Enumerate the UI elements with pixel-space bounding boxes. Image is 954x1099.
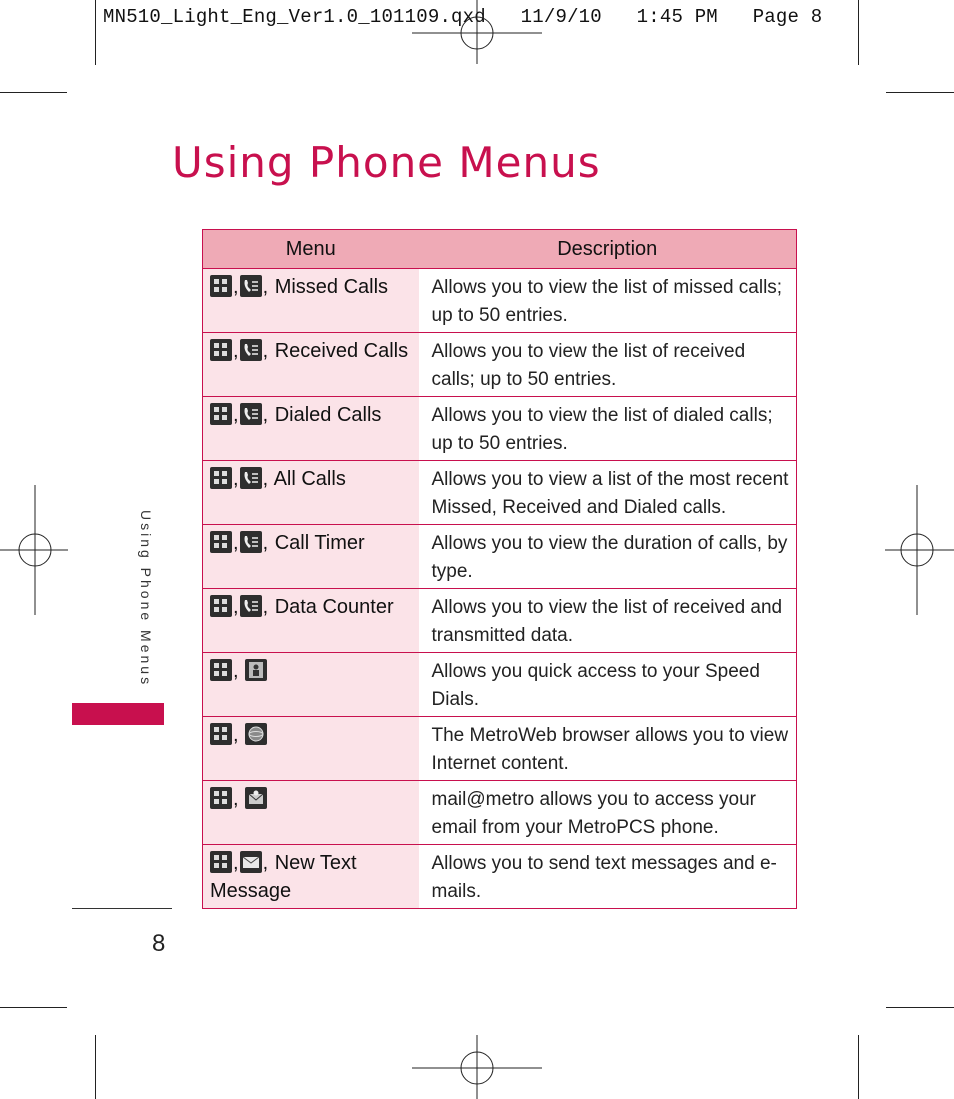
menu-grid-icon bbox=[210, 659, 232, 681]
call-log-icon bbox=[240, 339, 262, 361]
description-cell: mail@metro allows you to access your email from your MetroPCS phone. bbox=[419, 781, 797, 845]
table-row bbox=[203, 653, 797, 717]
table-row bbox=[203, 461, 797, 525]
crop-mark bbox=[886, 1007, 954, 1008]
call-log-icon bbox=[240, 403, 262, 425]
registration-mark-icon bbox=[412, 1035, 542, 1099]
menu-grid-icon bbox=[210, 595, 232, 617]
menu-grid-icon bbox=[210, 851, 232, 873]
call-log-icon bbox=[240, 275, 262, 297]
description-cell: Allows you to view the list of dialed calls; up to 50 entries. bbox=[419, 397, 797, 461]
crop-mark bbox=[0, 1007, 67, 1008]
side-section-label: Using Phone Menus bbox=[138, 510, 154, 688]
description-cell: Allows you to view the duration of calls, by type. bbox=[419, 525, 797, 589]
column-header-description: Description bbox=[419, 230, 797, 269]
menu-item-label: Missed Calls bbox=[274, 276, 389, 298]
menu-cell: , , Data Counter bbox=[203, 589, 419, 653]
registration-mark-icon bbox=[0, 485, 68, 615]
menu-grid-icon bbox=[210, 467, 232, 489]
column-header-menu: Menu bbox=[203, 230, 419, 269]
registration-mark-icon bbox=[412, 0, 542, 64]
crop-mark bbox=[95, 1035, 96, 1099]
table-row bbox=[203, 781, 797, 845]
menu-grid-icon bbox=[210, 723, 232, 745]
menu-grid-icon bbox=[210, 339, 232, 361]
speed-dial-icon bbox=[245, 659, 267, 681]
menu-cell: , , All Calls bbox=[203, 461, 419, 525]
table-header-row bbox=[203, 230, 797, 269]
menu-cell: , bbox=[203, 781, 419, 845]
description-cell: Allows you to view the list of received calls; up to 50 entries. bbox=[419, 333, 797, 397]
crop-mark bbox=[0, 92, 67, 93]
menu-item-label: New Text Message bbox=[210, 852, 357, 902]
menu-cell: , , Missed Calls bbox=[203, 269, 419, 333]
description-cell: Allows you to view the list of received and transmitted data. bbox=[419, 589, 797, 653]
menu-item-label: Dialed Calls bbox=[274, 404, 382, 426]
description-cell: Allows you to send text messages and e-mails. bbox=[419, 845, 797, 909]
crop-mark bbox=[95, 0, 96, 65]
print-slug: MN510_Light_Eng_Ver1.0_101109.qxd 11/9/10 1:45 PM Page 8 bbox=[103, 6, 823, 28]
email-icon bbox=[245, 787, 267, 809]
table-row bbox=[203, 269, 797, 333]
menu-item-label: Data Counter bbox=[274, 596, 394, 618]
call-log-icon bbox=[240, 595, 262, 617]
menu-grid-icon bbox=[210, 403, 232, 425]
section-tab-bar bbox=[72, 703, 164, 725]
menu-item-label: All Calls bbox=[273, 468, 346, 490]
menu-cell: , , Call Timer bbox=[203, 525, 419, 589]
table-row bbox=[203, 397, 797, 461]
menu-cell: , bbox=[203, 653, 419, 717]
crop-mark bbox=[886, 92, 954, 93]
menu-item-label: Call Timer bbox=[274, 532, 365, 554]
envelope-icon bbox=[240, 851, 262, 873]
table-row bbox=[203, 589, 797, 653]
menu-cell: , bbox=[203, 717, 419, 781]
menu-grid-icon bbox=[210, 787, 232, 809]
crop-mark bbox=[858, 1035, 859, 1099]
menu-item-label: Received Calls bbox=[274, 340, 409, 362]
browser-globe-icon bbox=[245, 723, 267, 745]
menu-grid-icon bbox=[210, 531, 232, 553]
menu-cell: , , Received Calls bbox=[203, 333, 419, 397]
table-row bbox=[203, 717, 797, 781]
menu-cell: , , New Text Message bbox=[203, 845, 419, 909]
table-row bbox=[203, 333, 797, 397]
menu-cell: , , Dialed Calls bbox=[203, 397, 419, 461]
registration-mark-icon bbox=[885, 485, 954, 615]
description-cell: The MetroWeb browser allows you to view Internet content. bbox=[419, 717, 797, 781]
menu-table bbox=[202, 229, 797, 909]
description-cell: Allows you to view the list of missed calls; up to 50 entries. bbox=[419, 269, 797, 333]
page-number: 8 bbox=[152, 930, 166, 957]
menu-grid-icon bbox=[210, 275, 232, 297]
page-title: Using Phone Menus bbox=[172, 138, 601, 187]
description-cell: Allows you to view a list of the most recent Missed, Received and Dialed calls. bbox=[419, 461, 797, 525]
crop-mark bbox=[858, 0, 859, 65]
call-log-icon bbox=[240, 531, 262, 553]
table-row bbox=[203, 525, 797, 589]
description-cell: Allows you quick access to your Speed Dials. bbox=[419, 653, 797, 717]
call-log-icon bbox=[240, 467, 262, 489]
table-row bbox=[203, 845, 797, 909]
page-number-rule bbox=[72, 908, 172, 909]
